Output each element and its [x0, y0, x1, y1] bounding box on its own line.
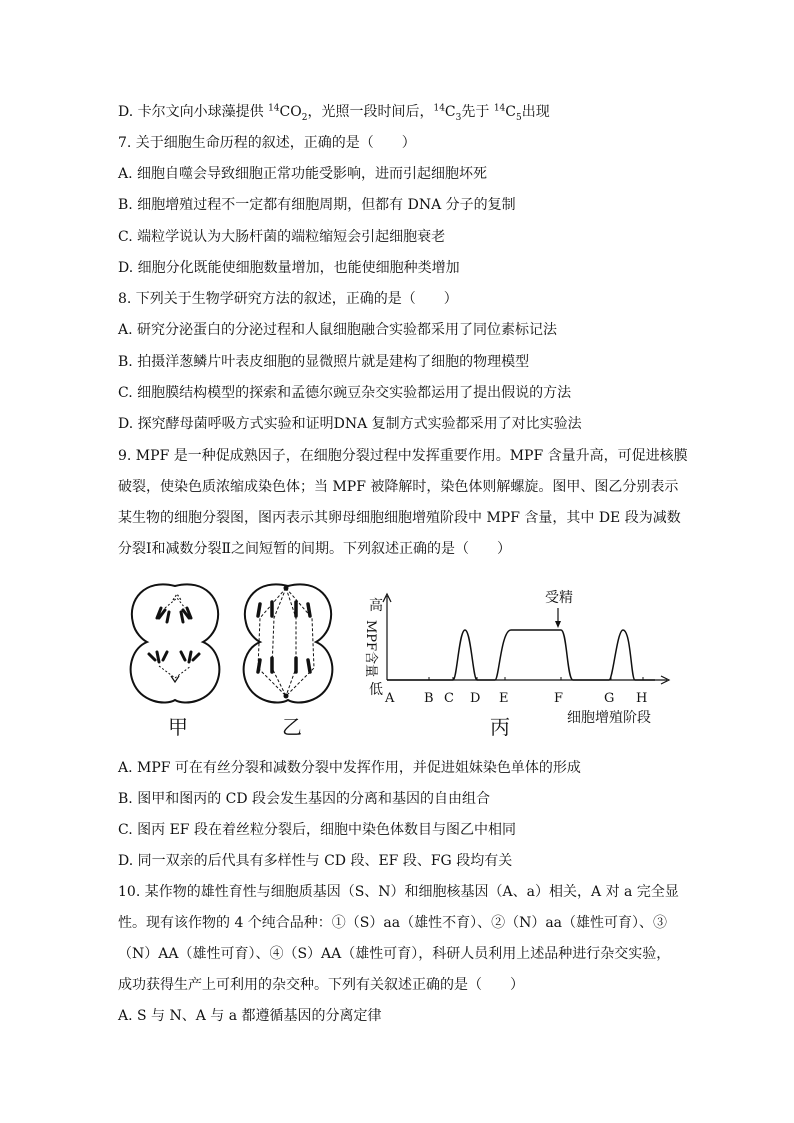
subscript: 2 — [301, 112, 308, 123]
mpf-curve — [387, 630, 655, 680]
y-axis-title: MPF含量 — [363, 620, 378, 678]
x-axis-title: 细胞增殖阶段 — [567, 710, 651, 726]
tick-label: B — [424, 691, 434, 706]
q9-stem-line-3: 某生物的细胞分裂图，图丙表示其卵母细胞细胞增殖阶段中 MPF 含量，其中 DE 段为减数 — [118, 510, 681, 526]
isotope-sup: 14 — [493, 103, 506, 114]
figure-yi-label: 乙 — [282, 715, 302, 739]
c5-text: C — [505, 104, 516, 120]
c3-text: C — [444, 104, 456, 120]
figure-bing-label: 丙 — [490, 715, 510, 739]
q8-option-a: A. 研究分泌蛋白的分泌过程和人鼠细胞融合实验都采用了同位素标记法 — [118, 322, 558, 338]
q9-option-a: A. MPF 可在有丝分裂和减数分裂中发挥作用，并促进姐妹染色单体的形成 — [118, 760, 581, 776]
figure-bing-mpf-graph — [355, 584, 675, 734]
tick-label: D — [470, 691, 481, 706]
q8-option-b: B. 拍摄洋葱鳞片叶表皮细胞的显微照片就是建构了细胞的物理模型 — [118, 354, 530, 370]
q10-stem-line-4: 成功获得生产上可利用的杂交种。下列有关叙述正确的是（ ） — [118, 977, 524, 993]
q9-option-b: B. 图甲和图丙的 CD 段会发生基因的分离和基因的自由组合 — [118, 791, 491, 807]
figure-jia-cell-diagram — [125, 578, 225, 708]
subscript: 5 — [516, 112, 522, 123]
fertilization-label: 受精 — [545, 590, 573, 606]
q9-stem-line-4: 分裂Ⅰ和减数分裂Ⅱ之间短暂的间期。下列叙述正确的是（ ） — [118, 541, 512, 557]
tick-label: F — [554, 691, 564, 706]
co2-text: CO — [279, 104, 302, 120]
q7-stem: 7. 关于细胞生命历程的叙述，正确的是（ ） — [118, 135, 416, 151]
isotope-sup: 14 — [433, 103, 445, 114]
q6-d-text-1: D. 卡尔文向小球藻提供 — [118, 104, 269, 120]
q7-option-d: D. 细胞分化既能使细胞数量增加，也能使细胞种类增加 — [118, 260, 460, 276]
figure-jia-label: 甲 — [168, 715, 188, 739]
y-low-label: 低 — [369, 682, 383, 698]
q9-stem-line-1: 9. MPF 是一种促成熟因子，在细胞分裂过程中发挥重要作用。MPF 含量升高，可促进核膜 — [118, 448, 688, 464]
q9-option-d: D. 同一双亲的后代具有多样性与 CD 段、EF 段、FG 段均有关 — [118, 853, 513, 869]
subscript: 3 — [455, 112, 462, 123]
q6-d-text-2: ，光照一段时间后， — [307, 104, 434, 120]
tick-label: E — [499, 691, 509, 706]
q9-option-c: C. 图丙 EF 段在着丝粒分裂后，细胞中染色体数目与图乙中相同 — [118, 822, 516, 838]
figure-yi-cell-diagram — [238, 578, 338, 708]
q6-d-text-3: 先于 — [461, 104, 494, 120]
q6-option-d — [118, 102, 550, 122]
y-high-label: 高 — [369, 598, 383, 614]
q10-option-a: A. S 与 N、A 与 a 都遵循基因的分离定律 — [118, 1008, 382, 1024]
q10-stem-line-3: （N）AA（雄性可育）、④（S）AA（雄性可育），科研人员利用上述品种进行杂交实验， — [118, 946, 671, 962]
q9-stem-line-2: 破裂，使染色质浓缩成染色体；当 MPF 被降解时，染色体则解螺旋。图甲、图乙分别表示 — [118, 479, 679, 495]
isotope-sup: 14 — [268, 103, 280, 114]
q8-option-d: D. 探究酵母菌呼吸方式实验和证明DNA 复制方式实验都采用了对比实验法 — [118, 416, 582, 432]
q7-option-c: C. 端粒学说认为大肠杆菌的端粒缩短会引起细胞衰老 — [118, 229, 446, 245]
tick-label: A — [385, 691, 395, 706]
tick-label: C — [444, 691, 454, 706]
q10-stem-line-2: 性。现有该作物的 4 个纯合品种：①（S）aa（雄性不育）、②（N）aa（雄性可育）、③ — [118, 915, 668, 931]
q10-stem-line-1: 10. 某作物的雄性育性与细胞质基因（S、N）和细胞核基因（A、a）相关，A 对 a 完全显 — [118, 884, 679, 900]
q8-option-c: C. 细胞膜结构模型的探索和孟德尔豌豆杂交实验都运用了提出假说的方法 — [118, 385, 572, 401]
tick-label: G — [604, 691, 615, 706]
q7-option-a: A. 细胞自噬会导致细胞正常功能受影响，进而引起细胞坏死 — [118, 166, 488, 182]
tick-label: H — [636, 691, 648, 706]
q8-stem: 8. 下列关于生物学研究方法的叙述，正确的是（ ） — [118, 291, 458, 307]
q7-option-b: B. 细胞增殖过程不一定都有细胞周期，但都有 DNA 分子的复制 — [118, 197, 516, 213]
q6-d-text-4: 出现 — [521, 104, 550, 120]
